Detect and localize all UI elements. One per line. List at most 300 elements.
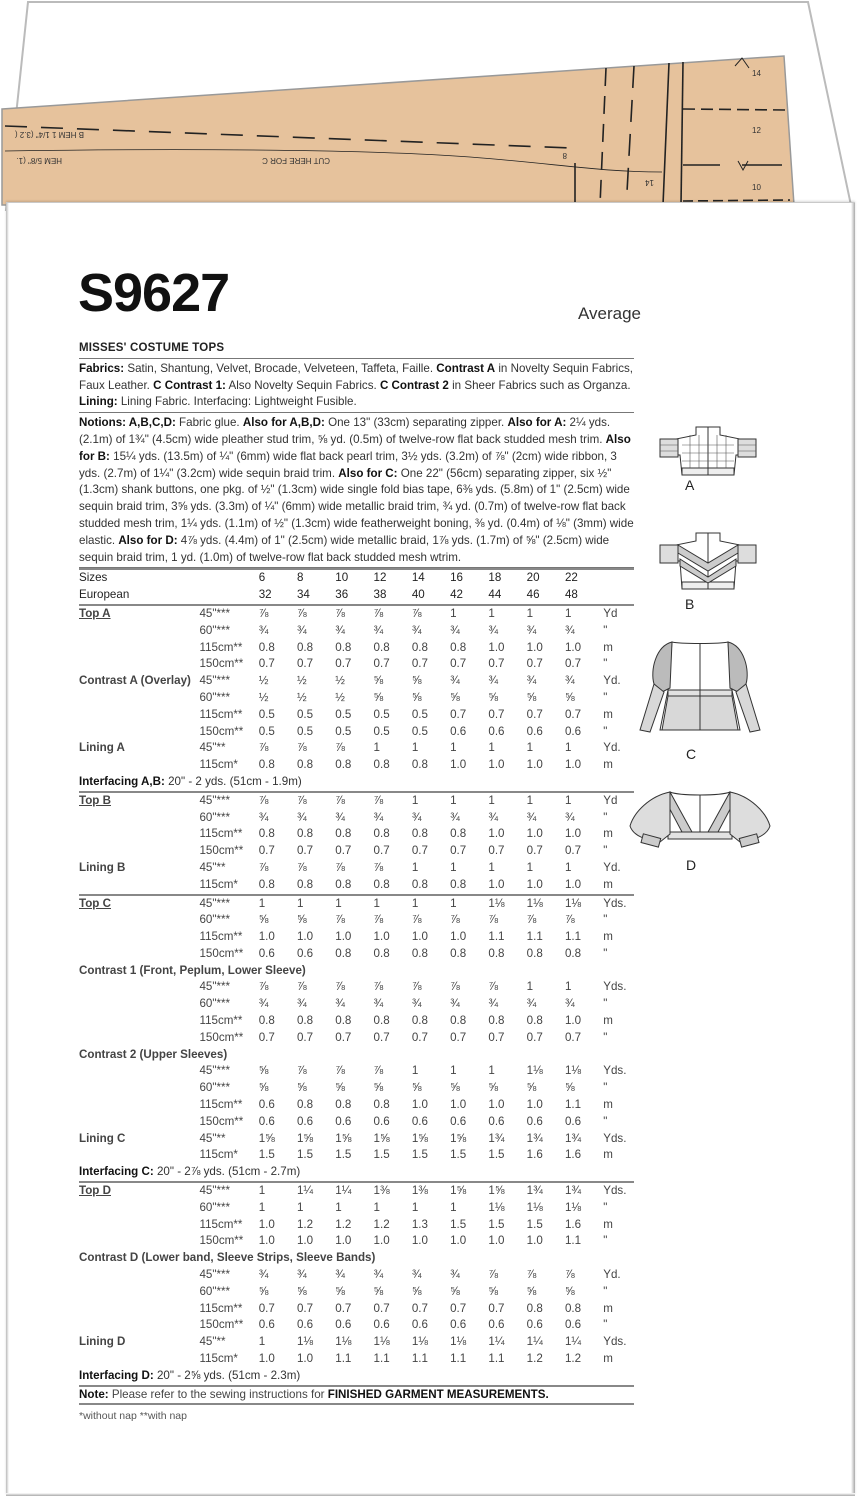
notions-text: One 13" (33cm) separating zipper. (324, 416, 508, 430)
yardage-value: 1.0 (564, 827, 582, 841)
yardage-value: 1 (335, 1200, 342, 1214)
yardage-value: 0.8 (411, 758, 428, 772)
subsection-heading: Contrast 1 (Front, Peplum, Lower Sleeve) (79, 963, 306, 977)
yardage-value: 0.6 (296, 1318, 314, 1332)
yardage-value: 0.7 (450, 1030, 467, 1044)
yardage-value: ⅞ (411, 980, 422, 994)
yardage-value: 0.7 (450, 657, 467, 671)
garment-label: Top C (79, 896, 111, 910)
hem-label: HEM 5/8" (1. (16, 156, 62, 165)
yardage-value: 0.7 (488, 1030, 505, 1044)
pattern-number: S9627 (78, 263, 230, 323)
yardage-value: 1.0 (488, 877, 505, 891)
yardage-value: 1⅛ (526, 1064, 543, 1078)
yardage-row (79, 1131, 634, 1148)
yardage-value: 1 (259, 1182, 297, 1200)
unit: m (603, 1301, 613, 1315)
size-cell: 16 (450, 569, 488, 587)
yardage-value: 1 (411, 1064, 419, 1078)
yardage-value: 1 (297, 895, 335, 913)
size-cell: 20 (527, 569, 565, 587)
yardage-table (79, 568, 634, 1405)
fabric-width: 115cm** (199, 1217, 243, 1231)
yardage-value: ½ (258, 690, 269, 704)
yardage-value: 0.6 (488, 724, 505, 738)
yardage-value: ¾ (258, 997, 269, 1011)
yardage-value: 1 (450, 792, 488, 810)
yardage-value: ⅞ (373, 980, 384, 994)
yardage-value: 1.6 (526, 1148, 543, 1162)
yardage-value: 1.0 (488, 1234, 505, 1248)
fabric-width: 150cm** (199, 946, 244, 960)
yardage-value: ⅞ (335, 860, 345, 874)
yardage-row (79, 1334, 634, 1351)
yardage-value: ⅞ (296, 860, 307, 874)
yardage-value: 0.7 (373, 657, 390, 671)
yardage-value: 1⅝ (488, 1182, 526, 1200)
notions-b-label: Also for B: (79, 432, 631, 463)
unit: Yd. (603, 1268, 621, 1282)
yardage-value: 0.7 (526, 1030, 543, 1044)
unit: m (603, 640, 613, 654)
yardage-value: 0.8 (373, 877, 390, 891)
yardage-value: 1¾ (565, 1182, 603, 1200)
yardage-value: 1 (296, 1200, 304, 1214)
yardage-value: 0.6 (564, 1318, 582, 1332)
yardage-value: 0.7 (296, 844, 314, 858)
european-size-cell: 40 (411, 588, 425, 602)
yardage-value: 0.6 (526, 724, 543, 738)
yardage-value: 1.5 (296, 1148, 314, 1162)
yardage-value: ⅞ (526, 913, 537, 927)
yardage-value: 1.0 (296, 930, 314, 944)
size-cell: 6 (259, 569, 297, 587)
yardage-value: ½ (296, 690, 307, 704)
yardage-value: ⅞ (335, 980, 345, 994)
yardage-value: 0.8 (258, 877, 275, 891)
yardage-value: ¾ (296, 810, 307, 824)
garment-label: Top A (79, 606, 111, 620)
yardage-value: 0.8 (258, 640, 275, 654)
yardage-value: 0.8 (526, 946, 543, 960)
yardage-value: 1¼ (335, 1182, 373, 1200)
fabric-width: 45"*** (199, 1268, 231, 1282)
yardage-value: 1 (411, 860, 419, 874)
european-size-cell: 32 (258, 588, 272, 602)
yardage-value: 1¾ (526, 1131, 543, 1145)
yardage-value: 1 (335, 895, 373, 913)
yardage-value: ⅞ (296, 1064, 307, 1078)
yardage-value: ⅞ (296, 741, 307, 755)
yardage-value: 1.5 (258, 1148, 275, 1162)
yardage-value: 1.0 (411, 1098, 428, 1112)
fabric-width: 115cm** (199, 1301, 243, 1315)
yardage-row (79, 740, 634, 757)
yardage-value: 1.5 (450, 1148, 467, 1162)
yardage-value: 0.5 (296, 707, 314, 721)
yardage-value: ⅞ (335, 741, 345, 755)
fabric-width: 115cm* (199, 877, 238, 891)
yardage-value: 1.0 (296, 1352, 314, 1366)
yardage-value: 1 (450, 1200, 457, 1214)
yardage-value: 1⅜ (374, 1182, 412, 1200)
unit: " (603, 1234, 608, 1248)
fabric-width: 115cm* (199, 758, 238, 772)
yardage-value: ⅝ (258, 1284, 269, 1298)
yardage-value: 1⅛ (373, 1335, 390, 1349)
size-cell: 10 (335, 569, 373, 587)
notions-abd-label: Also for A,B,D: (242, 416, 325, 430)
yardage-value: 0.7 (411, 844, 428, 858)
unit: " (603, 690, 608, 704)
yardage-value: ¾ (526, 623, 537, 637)
notions-text: Fabric glue. (175, 416, 243, 430)
yardage-value: ¾ (335, 997, 345, 1011)
yardage-value: ⅝ (450, 690, 460, 704)
yardage-value: 0.7 (373, 844, 390, 858)
yardage-value: 1.5 (335, 1148, 352, 1162)
yardage-value: 0.8 (411, 877, 428, 891)
yardage-value: 1.0 (526, 640, 543, 654)
yardage-value: 1.0 (373, 1234, 390, 1248)
yardage-value: 1 (412, 792, 450, 810)
yardage-value: 1⅛ (488, 895, 526, 913)
yardage-value: 0.6 (258, 946, 275, 960)
yardage-value: 1 (450, 860, 457, 874)
sizes-row (79, 569, 634, 587)
yardage-value: 1.0 (526, 877, 543, 891)
yardage-value: 1¼ (297, 1182, 335, 1200)
yardage-value: ⅞ (564, 913, 575, 927)
yardage-value: 1 (450, 1064, 457, 1078)
yardage-value: ¾ (373, 810, 384, 824)
unit: m (603, 1098, 613, 1112)
notions-a-label: Also for A: (507, 416, 567, 430)
yardage-value: 0.8 (526, 1014, 543, 1028)
subsection-heading-row (79, 1047, 634, 1064)
yardage-value: 1.0 (564, 877, 582, 891)
unit: Yd. (603, 674, 621, 688)
yardage-value: ⅞ (297, 605, 335, 623)
yardage-value: 0.7 (296, 1030, 314, 1044)
yardage-value: 0.7 (488, 1301, 505, 1315)
yardage-value: ½ (335, 674, 345, 688)
yardage-value: ⅞ (374, 792, 412, 810)
unit: m (603, 930, 613, 944)
yardage-value: 1⅜ (412, 1182, 450, 1200)
view-d-illustration (620, 788, 780, 858)
yardage-row (79, 1030, 634, 1047)
yardage-value: ¾ (335, 1268, 345, 1282)
yardage-value: 0.8 (411, 1014, 428, 1028)
yardage-value: 0.6 (335, 1114, 352, 1128)
yardage-value: 0.5 (258, 724, 275, 738)
yardage-value: 0.7 (488, 844, 505, 858)
yardage-value: 1 (412, 895, 450, 913)
yardage-value: 0.8 (411, 827, 428, 841)
yardage-value: 1¼ (488, 1335, 505, 1349)
yardage-row (79, 1013, 634, 1030)
yardage-value: 0.8 (450, 640, 467, 654)
yardage-row (79, 860, 634, 877)
yardage-value: ⅝ (526, 690, 537, 704)
european-label: European (79, 588, 130, 602)
yardage-value: ⅝ (373, 1284, 384, 1298)
yardage-value: 1 (259, 895, 297, 913)
yardage-value: 1 (488, 792, 526, 810)
note-bold: FINISHED GARMENT MEASUREMENTS. (327, 1387, 549, 1401)
unit: " (603, 997, 608, 1011)
yardage-value: 1 (374, 895, 412, 913)
yardage-value: ⅝ (335, 1081, 345, 1095)
yardage-value: 0.7 (258, 1301, 275, 1315)
fabrics-text: Also Novelty Sequin Fabrics. (225, 378, 380, 392)
note-row (79, 1386, 634, 1405)
yardage-value: 1.0 (488, 827, 505, 841)
fabric-width: 60"*** (199, 913, 231, 927)
yardage-value: 1 (450, 605, 488, 623)
yardage-value: 1.1 (526, 930, 543, 944)
yardage-row (79, 1182, 634, 1200)
yardage-value: ¾ (335, 623, 345, 637)
yardage-value: ⅞ (488, 980, 499, 994)
yardage-row (79, 623, 634, 640)
yardage-value: 1.0 (373, 930, 390, 944)
unit: m (603, 1352, 613, 1366)
unit: " (603, 657, 608, 671)
yardage-value: 0.6 (373, 1318, 390, 1332)
yardage-value: 0.8 (564, 1301, 582, 1315)
notions-c-label: Also for C: (338, 466, 398, 480)
yardage-value: 1 (411, 1200, 419, 1214)
yardage-value: ⅞ (450, 980, 460, 994)
yardage-value: 0.7 (526, 657, 543, 671)
yardage-value: 1.5 (488, 1148, 505, 1162)
yardage-value: 1.0 (411, 930, 428, 944)
yardage-value: ⅝ (411, 674, 422, 688)
fabric-width: 45"** (199, 1131, 226, 1145)
yardage-value: ¾ (296, 623, 307, 637)
yardage-value: 0.6 (411, 1318, 428, 1332)
fabric-width: 115cm* (199, 1148, 238, 1162)
yardage-value: 1⅝ (258, 1131, 275, 1145)
unit: " (603, 1284, 608, 1298)
envelope-content (79, 340, 634, 1425)
yardage-value: 0.8 (450, 1014, 467, 1028)
fabric-width: 150cm** (199, 1318, 244, 1332)
yardage-value: 0.8 (335, 827, 352, 841)
fabric-width: 45"*** (199, 792, 258, 810)
yardage-value: ½ (335, 690, 345, 704)
yardage-value: ¾ (450, 674, 460, 688)
yardage-value: ⅝ (488, 690, 499, 704)
yardage-value: 1⅛ (488, 1200, 505, 1214)
yardage-value: 1.0 (258, 1352, 275, 1366)
yardage-value: 1 (488, 741, 495, 755)
yardage-value: ¾ (488, 674, 499, 688)
yardage-value: 0.7 (335, 1301, 352, 1315)
contrast-2-label: C Contrast 2 (379, 378, 449, 392)
yardage-value: 0.6 (450, 724, 467, 738)
size-mark-12: 12 (752, 126, 761, 135)
yardage-value: 1.0 (526, 758, 543, 772)
yardage-value: 0.6 (488, 1318, 505, 1332)
yardage-value: ¾ (373, 623, 384, 637)
yardage-value: 1.2 (335, 1217, 352, 1231)
yardage-value: 0.7 (526, 707, 543, 721)
notions-label: Notions: A,B,C,D: (79, 416, 176, 430)
yardage-value: ¾ (296, 1268, 307, 1282)
view-c-label: C (686, 746, 697, 762)
fabric-width: 115cm** (199, 827, 243, 841)
yardage-value: 0.7 (258, 1030, 275, 1044)
sizes-label: Sizes (79, 569, 199, 587)
yardage-value: ⅞ (373, 1064, 384, 1078)
yardage-value: 1.0 (526, 827, 543, 841)
unit: " (603, 1114, 608, 1128)
notions-text: One 22" (56cm) separating zipper, six ½" (1.3cm) shank buttons, one pkg. of ½" (1.3cm) wide single fold bias tape, 6⅜ yds. (5.8m) of 1" (2.5cm) wide sequin braid trim, 3⅝ yds. (3.3m) of ¼" (6mm) wide metallic braid trim, ¾ yd. (0.7m) of twelve-row flat back studded mesh trim, 1¼ yds. (1.1m) of ½" (1.3cm) wide featherweight boning, ⅜ yd. (0.4m) of ⅛" (3mm) wide elastic. (79, 466, 634, 547)
yardage-value: ⅞ (488, 913, 499, 927)
yardage-value: ¾ (526, 997, 537, 1011)
fabric-width: 60"*** (199, 810, 231, 824)
yardage-value: 0.6 (488, 1114, 505, 1128)
yardage-value: 1.5 (373, 1148, 390, 1162)
yardage-value: 0.8 (373, 1014, 390, 1028)
yardage-value: 0.6 (564, 1114, 582, 1128)
yardage-value: 0.7 (296, 1301, 314, 1315)
yardage-value: 0.8 (411, 640, 428, 654)
yardage-value: ¾ (258, 1268, 269, 1282)
yardage-value: 0.7 (411, 657, 428, 671)
yardage-value: ½ (258, 674, 269, 688)
yardage-value: 1 (565, 605, 603, 623)
yardage-value: 0.8 (296, 1014, 314, 1028)
yardage-value: 1⅛ (335, 1335, 352, 1349)
garment-label: Lining D (79, 1335, 126, 1349)
yardage-value: 0.6 (296, 1114, 314, 1128)
yardage-row (79, 810, 634, 827)
garment-label: Top B (79, 793, 111, 807)
fabric-width: 45"** (199, 1335, 226, 1349)
yardage-row (79, 946, 634, 963)
yardage-value: 0.5 (373, 724, 390, 738)
yardage-value: 0.7 (258, 657, 275, 671)
yardage-value: 0.5 (411, 724, 428, 738)
yardage-row (79, 979, 634, 996)
fabric-width: 115cm** (199, 930, 243, 944)
yardage-value: ⅝ (411, 1284, 422, 1298)
yardage-value: 1⅝ (335, 1131, 352, 1145)
yardage-value: 1.2 (526, 1352, 543, 1366)
yardage-value: 0.8 (335, 640, 352, 654)
yardage-value: 0.6 (296, 946, 314, 960)
yardage-row (79, 929, 634, 946)
yardage-value: 1⅛ (564, 1064, 582, 1078)
yardage-value: ⅞ (411, 913, 422, 927)
unit: Yd. (603, 741, 621, 755)
fabric-width: 60"*** (199, 997, 231, 1011)
yardage-value: 1.0 (335, 930, 352, 944)
unit: Yds. (603, 1182, 634, 1200)
yardage-value: 1.0 (450, 1234, 467, 1248)
yardage-value: ¾ (296, 997, 307, 1011)
subsection-heading: Contrast 2 (Upper Sleeves) (79, 1047, 228, 1061)
unit: Yds. (603, 895, 634, 913)
yardage-value: 0.7 (450, 844, 467, 858)
yardage-value: 1 (564, 980, 572, 994)
fabric-width: 45"*** (199, 674, 231, 688)
yardage-row (79, 877, 634, 895)
yardage-value: 0.5 (258, 707, 275, 721)
footnote: *without nap **with nap (79, 1410, 187, 1423)
european-size-cell: 36 (335, 588, 349, 602)
fabric-width: 150cm** (199, 657, 244, 671)
yardage-value: 1.1 (373, 1352, 390, 1366)
fabric-width: 45"*** (199, 895, 258, 913)
yardage-value: 1.1 (335, 1352, 352, 1366)
b-hem-label: B HEM 1 1/4" (3.2 ( (14, 130, 84, 139)
yardage-value: 0.7 (564, 707, 582, 721)
yardage-value: ¾ (450, 1268, 460, 1282)
yardage-value: 1.1 (564, 1098, 582, 1112)
garment-label: Lining A (79, 741, 125, 755)
yardage-value: 0.8 (258, 1014, 275, 1028)
yardage-value: 0.7 (564, 657, 582, 671)
yardage-row (79, 895, 634, 913)
yardage-value: 1.2 (564, 1352, 582, 1366)
yardage-value: 0.6 (450, 1318, 467, 1332)
yardage-value: ⅝ (411, 690, 422, 704)
yardage-value: 0.5 (335, 724, 352, 738)
european-size-cell: 42 (450, 588, 464, 602)
yardage-value: 0.7 (373, 1301, 390, 1315)
yardage-value: 0.7 (526, 844, 543, 858)
yardage-value: ⅝ (373, 690, 384, 704)
yardage-value: 1.0 (450, 758, 467, 772)
subsection-heading: Contrast D (Lower band, Sleeve Strips, Sleeve Bands) (79, 1251, 376, 1265)
yardage-value: 0.8 (296, 877, 314, 891)
yardage-value: ¾ (488, 623, 499, 637)
yardage-value: 1¾ (488, 1131, 505, 1145)
yardage-value: 1 (565, 792, 603, 810)
fabric-width: 45"** (199, 741, 226, 755)
yardage-value: 1 (450, 741, 457, 755)
size-cell: 8 (297, 569, 335, 587)
yardage-value: 0.6 (564, 724, 582, 738)
unit: " (603, 1318, 608, 1332)
yardage-row (79, 673, 634, 690)
yardage-value: ⅞ (258, 980, 269, 994)
yardage-value: ⅝ (296, 1284, 307, 1298)
fabric-width: 115cm** (199, 707, 243, 721)
subsection-heading-row (79, 963, 634, 980)
european-size-cell: 44 (488, 588, 502, 602)
yardage-value: ⅝ (373, 674, 384, 688)
yardage-value: ⅞ (488, 1268, 499, 1282)
yardage-value: 0.8 (450, 877, 467, 891)
yardage-value: 0.6 (258, 1098, 275, 1112)
yardage-value: 1.1 (488, 930, 505, 944)
size-mark-14: 14 (752, 69, 761, 78)
unit: " (603, 724, 608, 738)
unit: Yds. (603, 1064, 627, 1078)
unit: m (603, 707, 613, 721)
yardage-value: 1⅝ (450, 1182, 488, 1200)
view-c-illustration (620, 640, 780, 740)
interfacing-label: Interfacing A,B: (79, 774, 165, 788)
yardage-value: 0.8 (373, 1098, 390, 1112)
yardage-value: ⅝ (564, 690, 575, 704)
